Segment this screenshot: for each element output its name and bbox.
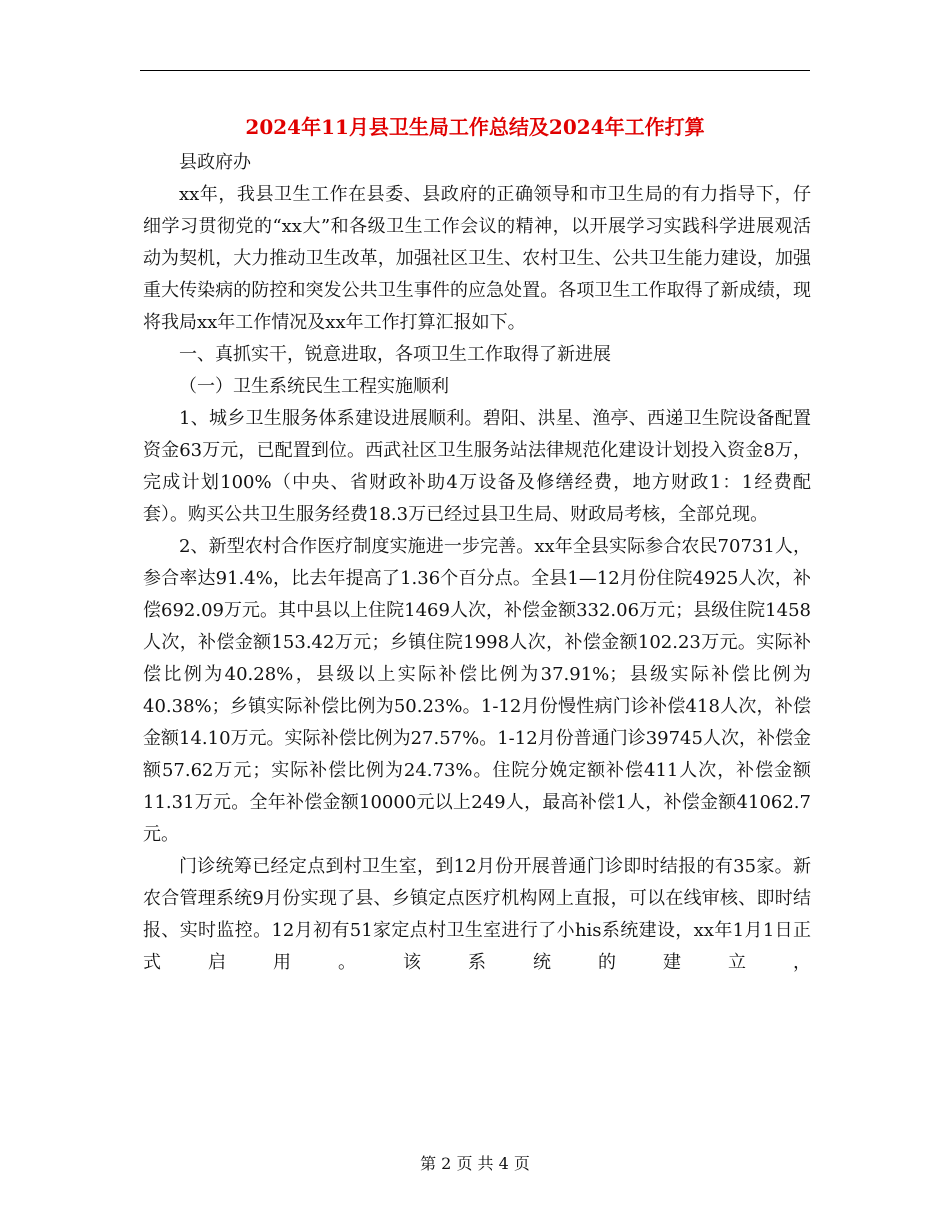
document-body <box>143 147 811 979</box>
paragraph-rural-cooperative: 2、新型农村合作医疗制度实施进一步完善。xx年全县实际参合农民70731人，参合率达91.4%，比去年提高了1.36个百分点。全县1—12月份住院4925人次，补偿692.09万元。其中县以上住院1469人次，补偿金额332.06万元；县级住院1458人次，补偿金额153.42万元；乡镇住院1998人次，补偿金额102.23万元。实际补偿比例为40.28%，县级以上实际补偿比例为37.91%；县级实际补偿比例为40.38%；乡镇实际补偿比例为50.23%。1-12月份慢性病门诊补偿418人次，补偿金额14.10万元。实际补偿比例为27.57%。1-12月份普通门诊39745人次，补偿金额57.62万元；实际补偿比例为24.73%。住院分娩定额补偿411人次，补偿金额11.31万元。全年补偿金额10000元以上249人，最高补偿1人，补偿金额41062.7元。 <box>143 536 811 845</box>
document-title: 2024年11月县卫生局工作总结及2024年工作打算 <box>245 115 705 139</box>
subsection-heading-1: （一）卫生系统民生工程实施顺利 <box>179 376 449 397</box>
paragraph-outpatient: 门诊统筹已经定点到村卫生室，到12月份开展普通门诊即时结报的有35家。新农合管理系统9月份实现了县、乡镇定点医疗机构网上直报，可以在线审核、即时结报、实时监控。12月初有51家定点村卫生室进行了小his系统建设，xx年1月1日正式启用。该系统的建立， <box>143 856 811 973</box>
author-line: 县政府办 <box>179 152 251 173</box>
section-heading-1: 一、真抓实干，锐意进取，各项卫生工作取得了新进展 <box>179 344 611 365</box>
header-rule <box>140 70 810 71</box>
paragraph-service-system: 1、城乡卫生服务体系建设进展顺利。碧阳、洪星、渔亭、西递卫生院设备配置资金63万元，已配置到位。西武社区卫生服务站法律规范化建设计划投入资金8万，完成计划100%（中央、省财政补助4万设备及修缮经费，地方财政1：1经费配套）。购买公共卫生服务经费18.3万已经过县卫生局、财政局考核，全部兑现。 <box>143 408 811 525</box>
page-footer: 第 2 页 共 4 页 <box>420 1154 530 1173</box>
paragraph-intro: xx年，我县卫生工作在县委、县政府的正确领导和市卫生局的有力指导下，仔细学习贯彻党的“xx大”和各级卫生工作会议的精神，以开展学习实践科学进展观活动为契机，大力推动卫生改革，加强社区卫生、农村卫生、公共卫生能力建设，加强重大传染病的防控和突发公共卫生事件的应急处置。各项卫生工作取得了新成绩，现将我局xx年工作情况及xx年工作打算汇报如下。 <box>143 184 811 333</box>
